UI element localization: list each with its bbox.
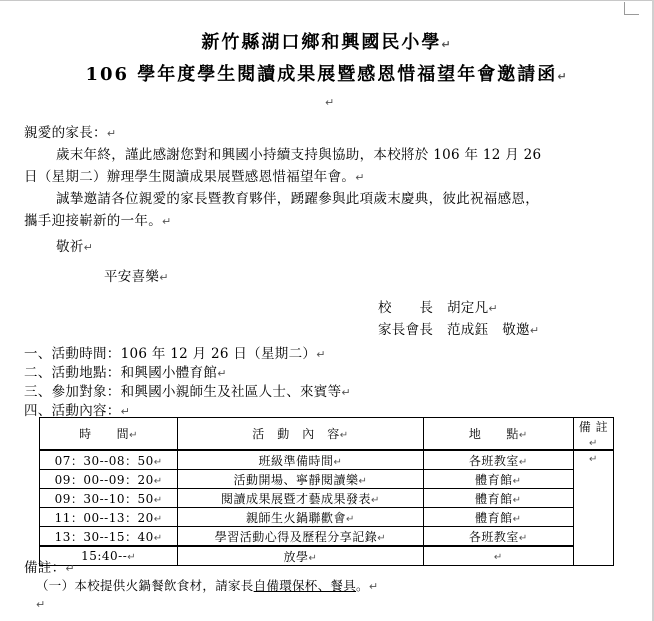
closing-wishes: 平安喜樂↵ xyxy=(104,269,169,285)
note-item-1: （一）本校提供火鍋餐飲食材，請家長自備環保杯、餐具。↵ xyxy=(36,578,379,593)
row-activity: 閱讀成果展暨才藝成果發表↵ xyxy=(178,489,423,508)
paragraph-1-line-2: 日（星期二）辦理學生閱讀成果展暨感恩惜福望年會。↵ xyxy=(24,169,365,185)
event-place: 二、活動地點：和興國小體育館↵ xyxy=(24,365,227,381)
salutation: 親愛的家長：↵ xyxy=(24,125,117,141)
row-place: ↵ xyxy=(423,546,573,566)
row-activity: 親師生火鍋聯歡會↵ xyxy=(178,508,423,527)
table-row xyxy=(40,489,614,508)
school-title: 新竹縣湖口鄉和興國民小學↵ xyxy=(201,32,453,53)
row-time: 09：30--10：50↵ xyxy=(40,489,178,508)
paragraph-mark: ↵ xyxy=(36,598,46,611)
signature-principal: 校 長 胡定凡↵ xyxy=(378,300,498,316)
row-time: 09：00--09：20↵ xyxy=(40,470,178,489)
row-place: 各班教室↵ xyxy=(423,527,573,547)
row-time: 13：30--15：40↵ xyxy=(40,527,178,547)
row-activity: 班級準備時間↵ xyxy=(178,450,423,470)
closing-respectfully: 敬祈↵ xyxy=(56,239,94,255)
table-row xyxy=(40,450,614,470)
event-audience: 三、參加對象：和興國小親師生及社區人士、來賓等↵ xyxy=(24,384,351,400)
note-underlined-text: 自備環保杯、餐具 xyxy=(253,578,357,593)
signature-pta-chair: 家長會長 范成鈺 敬邀↵ xyxy=(378,322,540,338)
table-row xyxy=(40,527,614,547)
paragraph-2-line-1: 誠摯邀請各位親愛的家長暨教育夥伴，踴躍參與此項歲末慶典，彼此祝福感恩， xyxy=(56,191,539,207)
header-place: 地 點↵ xyxy=(423,418,573,451)
row-activity: 學習活動心得及歷程分享記錄↵ xyxy=(178,527,423,547)
row-place: 各班教室↵ xyxy=(423,450,573,470)
row-activity: 活動開場、寧靜閱讀樂↵ xyxy=(178,470,423,489)
notes-label: 備註：↵ xyxy=(24,560,75,576)
remarks-cell: ↵ xyxy=(573,450,613,566)
page-corner-mark xyxy=(624,2,639,15)
row-time: 15:40--↵ xyxy=(40,546,178,566)
page-top-edge xyxy=(0,0,654,1)
header-remarks: 備 註↵ xyxy=(573,418,613,451)
paragraph-mark: ↵ xyxy=(325,96,335,109)
event-content-label: 四、活動內容：↵ xyxy=(24,403,131,419)
row-place: 體育館↵ xyxy=(423,470,573,489)
schedule-header-row xyxy=(40,418,614,451)
row-activity: 放學↵ xyxy=(178,546,423,566)
event-time: 一、活動時間：106 年 12 月 26 日（星期二）↵ xyxy=(24,346,326,362)
row-time: 07：30--08：50↵ xyxy=(40,450,178,470)
table-row xyxy=(40,546,614,566)
invitation-title: 106 學年度學生閱讀成果展暨感恩惜福望年會邀請函↵ xyxy=(85,64,569,85)
paragraph-2-line-2: 攜手迎接嶄新的一年。↵ xyxy=(24,213,172,229)
row-place: 體育館↵ xyxy=(423,508,573,527)
table-row xyxy=(40,508,614,527)
schedule-table xyxy=(39,417,614,566)
table-row xyxy=(40,470,614,489)
row-place: 體育館↵ xyxy=(423,489,573,508)
paragraph-1-line-1: 歲末年終，謹此感謝您對和興國小持續支持與協助，本校將於 106 年 12 月 26 xyxy=(56,147,542,163)
header-activity: 活 動 內 容↵ xyxy=(178,418,423,451)
header-time: 時 間↵ xyxy=(40,418,178,451)
row-time: 11：00--13：20↵ xyxy=(40,508,178,527)
